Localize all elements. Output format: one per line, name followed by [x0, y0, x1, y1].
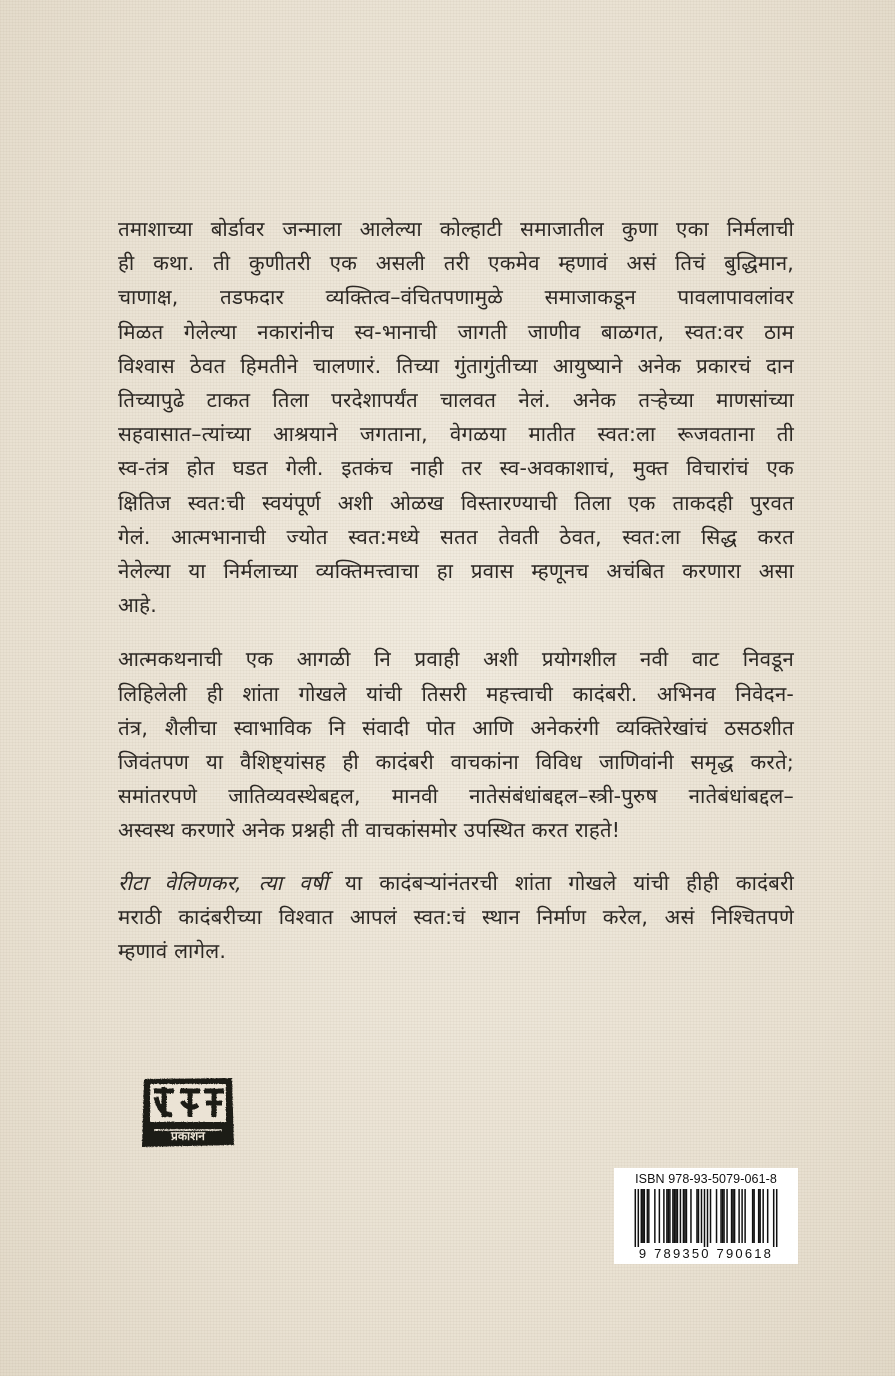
barcode-bar — [675, 1189, 677, 1243]
barcode-bar — [686, 1189, 688, 1243]
blurb-line: जिवंतपण या वैशिष्ट्यांसह ही कादंबरी वाचकांना विविध जाणिवांनी समृद्ध करते; — [118, 750, 794, 775]
publisher-logo-stamp-icon — [138, 1075, 238, 1150]
blurb-line: तिच्यापुढे टाकत तिला परदेशापर्यंत चालवत नेलं. अनेक तऱ्हेच्या माणसांच्या — [118, 388, 794, 413]
barcode-bar — [659, 1189, 661, 1243]
blurb-paragraph-3 — [118, 866, 794, 969]
barcode-bar — [680, 1189, 682, 1243]
barcode-bar — [776, 1189, 778, 1247]
barcode-bar — [701, 1189, 703, 1243]
blurb-line: स्व-तंत्र होत घडत गेली. इतकंच नाही तर स्व-अवकाशाचं, मुक्त विचारांचं एक — [118, 456, 794, 481]
barcode-bar — [677, 1189, 679, 1243]
publisher-logo-text: प्रकाशन — [171, 1129, 205, 1143]
barcode-digits: 9 789350 790618 — [638, 1246, 774, 1261]
barcode-bar — [720, 1189, 722, 1243]
blurb-line: मराठी कादंबरीच्या विश्वात आपलं स्वत:चं स्थान निर्माण करेल, असं निश्चितपणे — [118, 904, 794, 929]
barcode-bar — [696, 1189, 698, 1243]
barcode-bar — [722, 1189, 724, 1243]
blurb-line — [118, 866, 794, 900]
barcode-bar — [638, 1189, 640, 1247]
novel-titles-italic: रीटा वेलिणकर, त्या वर्षी — [118, 870, 329, 895]
barcode-bar — [663, 1189, 665, 1243]
barcode-bar — [704, 1189, 706, 1247]
barcode-bar — [690, 1189, 692, 1243]
barcode-bar — [726, 1189, 728, 1243]
barcode-bar — [654, 1189, 656, 1243]
barcode-bar — [648, 1189, 650, 1243]
blurb-line: आत्मकथनाची एक आगळी नि प्रवाही अशी प्रयोगशील नवी वाट निवडून — [118, 647, 794, 672]
publisher-logo — [138, 1075, 238, 1150]
isbn-barcode — [614, 1168, 798, 1264]
barcode-bar — [762, 1189, 764, 1243]
blurb-line-rest: या कादंबऱ्यांनंतरची शांता गोखले यांची हीही कादंबरी — [328, 870, 794, 895]
blurb-line: चाणाक्ष, तडफदार व्यक्तित्व–वंचितपणामुळे समाजाकडून पावलापावलांवर — [118, 285, 794, 310]
barcode-bar — [644, 1189, 646, 1243]
blurb-paragraph-1 — [118, 212, 794, 622]
barcode-bar — [641, 1189, 643, 1243]
barcode-bar — [752, 1189, 754, 1243]
barcode-bar — [744, 1189, 746, 1243]
blurb-text — [118, 212, 794, 968]
barcode-bar — [710, 1189, 712, 1243]
barcode-bar — [642, 1189, 644, 1243]
barcode-bar — [773, 1189, 775, 1247]
barcode-bar — [683, 1189, 685, 1243]
barcode-bar — [707, 1189, 709, 1247]
blurb-line: आहे. — [118, 593, 157, 618]
barcode-bar — [716, 1189, 718, 1243]
blurb-line: अस्वस्थ करणारे अनेक प्रश्नही ती वाचकांसमोर उपस्थित करत राहते! — [118, 818, 621, 843]
barcode-bar — [672, 1189, 674, 1243]
blurb-line: म्हणावं लागेल. — [118, 939, 227, 964]
barcode-bar — [731, 1189, 733, 1243]
barcode-bar — [738, 1189, 740, 1243]
isbn-label: ISBN 978-93-5079-061-8 — [635, 1172, 777, 1186]
barcode-bar — [741, 1189, 743, 1243]
barcode-bar — [734, 1189, 736, 1243]
barcode-bar — [669, 1189, 671, 1243]
blurb-line: सहवासात–त्यांच्या आश्रयाने जगताना, वेगळया मातीत स्वत:ला रूजवताना ती — [118, 422, 794, 447]
blurb-line: नेलेल्या या निर्मलाच्या व्यक्तिमत्त्वाचा हा प्रवास म्हणूनच अचंबित करणारा असा — [118, 559, 794, 584]
blurb-line: ही कथा. ती कुणीतरी एक असली तरी एकमेव म्हणावं असं तिचं बुद्धिमान, — [118, 251, 794, 276]
barcode-bar — [674, 1189, 676, 1243]
blurb-line: गेलं. आत्मभानाची ज्योत स्वत:मध्ये सतत तेवती ठेवत, स्वत:ला सिद्ध करत — [118, 524, 794, 549]
barcode-bar — [666, 1189, 668, 1243]
barcode-bar — [767, 1189, 769, 1243]
blurb-line: क्षितिज स्वत:ची स्वयंपूर्ण अशी ओळख विस्तारण्याची तिला एक ताकदही पुरवत — [118, 490, 794, 515]
barcode-bar — [647, 1189, 649, 1243]
barcode-bar — [684, 1189, 686, 1243]
blurb-paragraph-2 — [118, 642, 794, 847]
blurb-line: तंत्र, शैलीचा स्वाभाविक नि संवादी पोत आणि अनेकरंगी व्यक्तिरेखांचं ठसठशीत — [118, 715, 794, 740]
barcode-bar — [732, 1189, 734, 1243]
barcode-bar — [635, 1189, 637, 1247]
barcode-bars-icon — [621, 1189, 791, 1247]
barcode-bar — [758, 1189, 760, 1243]
blurb-line: विश्वास ठेवत हिमतीने चालणारं. तिच्या गुंतागुंतीच्या आयुष्याने अनेक प्रकारचं दान — [118, 353, 794, 378]
blurb-line: लिहिलेली ही शांता गोखले यांची तिसरी महत्त्वाची कादंबरी. अभिनव निवेदन- — [118, 681, 794, 706]
blurb-line: मिळत गेलेल्या नकारांनीच स्व-भानाची जागती जाणीव बाळगत, स्वत:वर ठाम — [118, 319, 794, 344]
blurb-line: समांतरपणे जातिव्यवस्थेबद्दल, मानवी नातेसंबंधांबद्दल–स्त्री-पुरुष नातेबंधांबद्दल– — [118, 784, 794, 809]
barcode-bar — [753, 1189, 755, 1243]
barcode-bar — [698, 1189, 700, 1243]
blurb-line: तमाशाच्या बोर्डावर जन्माला आलेल्या कोल्हाटी समाजातील कुणा एका निर्मलाची — [118, 217, 794, 241]
barcode-bar — [723, 1189, 725, 1243]
barcode-bar — [759, 1189, 761, 1243]
barcode-bar — [668, 1189, 670, 1243]
